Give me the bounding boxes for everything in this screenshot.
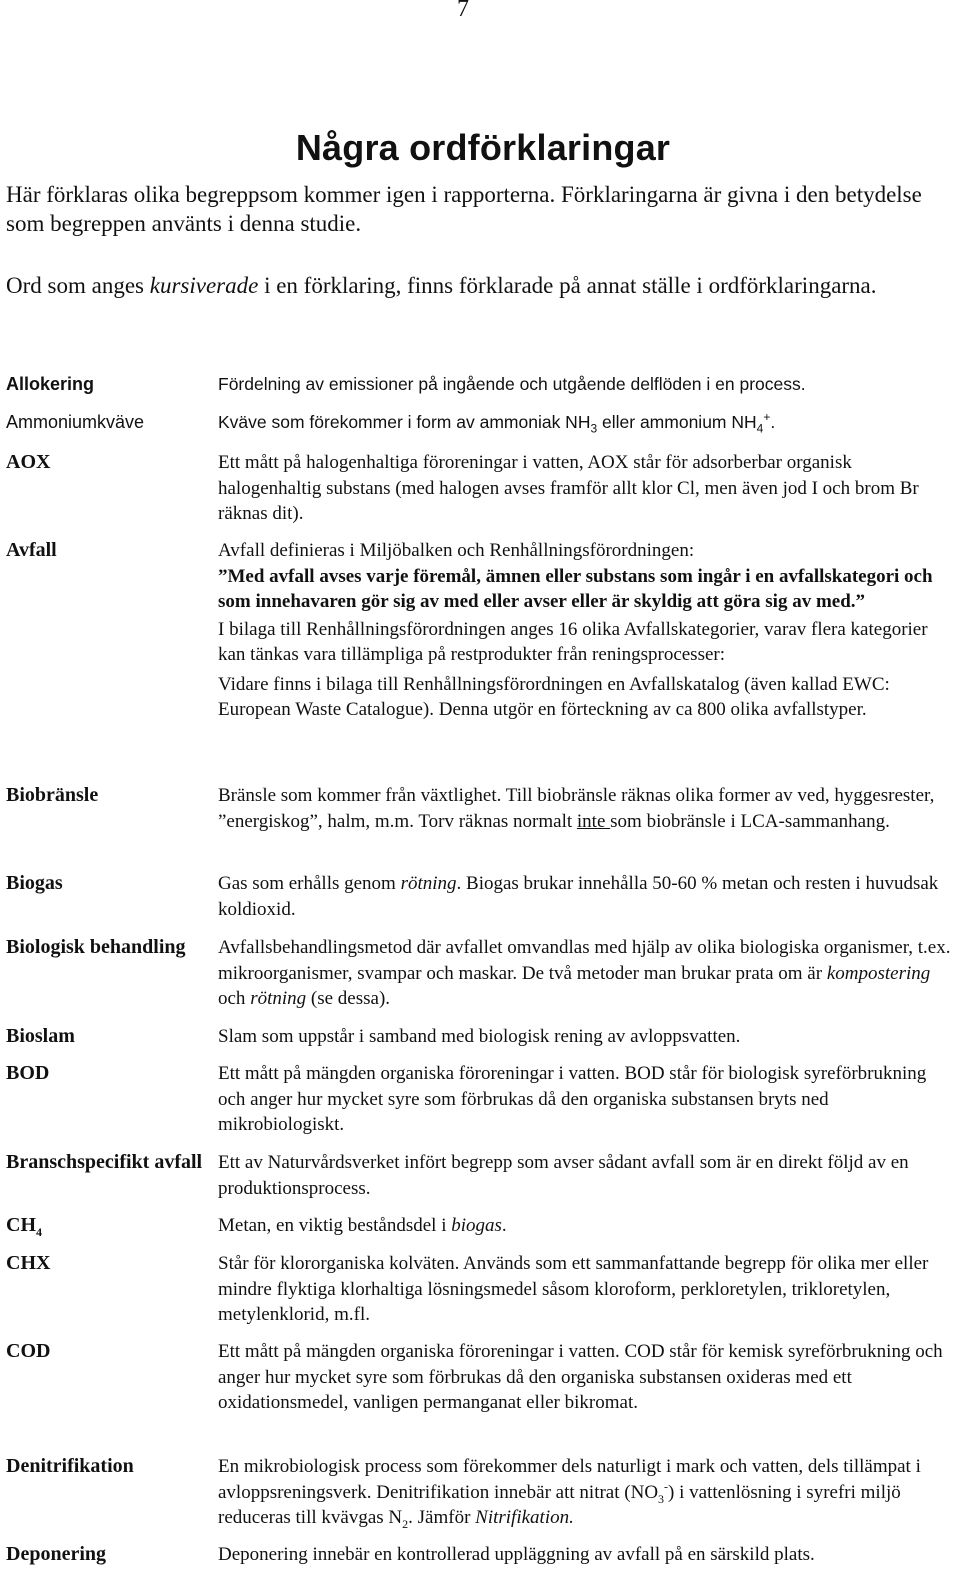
term-definition xyxy=(218,871,958,922)
term-label: Deponering xyxy=(6,1543,106,1565)
term-definition: Deponering innebär en kontrollerad uppläggning av avfall på en särskild plats. xyxy=(218,1544,815,1565)
term-label: Ammoniumkväve xyxy=(6,412,145,432)
definition-text: som biobränsle i LCA-sammanhang. xyxy=(610,810,890,832)
superscript: - xyxy=(664,1479,669,1494)
term-definition xyxy=(218,1213,958,1239)
term-label xyxy=(6,1213,206,1238)
definition-paragraph: Avfall definieras i Miljöbalken och Renhållningsförordningen: xyxy=(218,540,695,561)
page-number: 7 xyxy=(457,0,469,22)
term-text: CH xyxy=(6,1214,36,1236)
definition-text: Gas som erhålls genom xyxy=(218,873,401,894)
definition-text: . xyxy=(770,412,776,432)
term-label: BOD xyxy=(6,1062,50,1084)
term-label: Biogas xyxy=(6,872,63,894)
term-label: Branschspecifikt avfall xyxy=(6,1151,203,1173)
subscript: 3 xyxy=(658,1491,665,1506)
definition-paragraph: I bilaga till Renhållningsförordningen anges 16 olika Avfallskategorier, varav flera kategorier kan tänkas vara tillämpliga på restprodukter från reningsprocesser: xyxy=(218,618,928,665)
term-label: Denitrifikation xyxy=(6,1455,134,1477)
term-definition: Slam som uppstår i samband med biologisk rening av avloppsvatten. xyxy=(218,1026,741,1047)
term-definition xyxy=(218,410,958,436)
term-label: Avfall xyxy=(6,539,57,561)
definition-text: Kväve som förekommer i form av ammoniak NH xyxy=(218,412,591,432)
definition-text: Metan, en viktig beståndsdel i xyxy=(218,1215,452,1236)
intro-paragraph: Här förklaras olika begreppsom kommer igen i rapporterna. Förklaringarna är givna i den betydelse som begreppen använts i denna studie. xyxy=(6,182,922,236)
definition-paragraph: Vidare finns i bilaga till Renhållningsförordningen en Avfallskatalog (även kallad EWC: European Waste Catalogue). Denna utgör en förteckning av ca 800 olika avfallstyper. xyxy=(218,673,890,720)
definition-text: En mikrobiologisk process som förekommer dels naturligt i mark och vatten, dels tillämpat i avloppsreningsverk. Denitrifikation innebär att nitrat (NO xyxy=(218,1456,921,1503)
definition-text: . Jämför xyxy=(408,1507,476,1528)
definition-italic: rötning xyxy=(400,873,457,894)
term-label: Allokering xyxy=(6,374,95,394)
definition-underlined: inte xyxy=(576,810,611,832)
term-definition: Ett mått på mängden organiska föroreningar i vatten. COD står för kemisk syreförbrukning och anger hur mycket syre som förbrukas då den organiska substansen oxideras med ett oxidationsmedel, vanligen permanganat eller bikromat. xyxy=(218,1341,943,1413)
term-definition: Ett mått på mängden organiska föroreningar i vatten. BOD står för biologisk syreförbrukning och anger hur mycket syre som förbrukas då den organiska substansen bryts ned mikrobiologiskt. xyxy=(218,1063,927,1135)
term-label: Biologisk behandling xyxy=(6,936,186,958)
subscript: 4 xyxy=(756,421,764,436)
definition-text: ) i vattenlösning i syrefri miljö reduceras till kvävgas N xyxy=(218,1481,901,1528)
definition-text: Bränsle som kommer från växtlighet. Till biobränsle räknas olika former av ved, hyggesrester, ”energiskog”, halm, m.m. Torv räknas normalt xyxy=(218,785,935,832)
definition-text: . Biogas brukar innehålla 50-60 % metan och resten i huvudsak koldioxid. xyxy=(218,873,939,920)
subscript: 4 xyxy=(36,1225,42,1239)
term-definition: Ett av Naturvårdsverket infört begrepp som avser sådant avfall som är en direkt följd av en produktionsprocess. xyxy=(218,1152,909,1199)
definition-italic: Nitrifikation. xyxy=(475,1507,574,1528)
term-definition: Fördelning av emissioner på ingående och utgående delflöden i en process. xyxy=(218,374,806,394)
definition-text: . xyxy=(501,1215,507,1236)
intro-note xyxy=(6,271,946,300)
term-definition: Ett mått på halogenhaltiga föroreningar i vatten, AOX står för adsorberbar organisk halogenhaltig substans (med halogen avses framför allt klor Cl, men även jod I och brom Br räknas dit). xyxy=(218,452,919,524)
definition-italic: kompostering xyxy=(826,962,931,984)
superscript: + xyxy=(763,410,771,425)
term-definition: Står för klororganiska kolväten. Används som ett sammanfattande begrepp för olika mer eller mindre flyktiga klorhaltiga lösningsmedel såsom kloroform, perkloretylen, trikloretylen, metylenklorid, m.fl. xyxy=(218,1253,929,1325)
term-label: COD xyxy=(6,1340,51,1362)
term-definition xyxy=(218,1454,958,1531)
intro-note-italic: kursiverade xyxy=(149,273,259,298)
term-label: AOX xyxy=(6,451,51,473)
term-definition xyxy=(218,935,958,1012)
page-title: Några ordförklaringar xyxy=(295,127,671,168)
definition-text: (se dessa). xyxy=(306,988,391,1009)
subscript: 3 xyxy=(590,421,598,436)
definition-italic: rötning xyxy=(250,988,307,1009)
term-definition xyxy=(218,783,958,834)
definition-text: Avfallsbehandlingsmetod där avfallet omvandlas med hjälp av olika biologiska organismer, t.ex. mikroorganismer, svampar och maskar. De två metoder man brukar prata om är xyxy=(218,937,951,984)
term-label: Bioslam xyxy=(6,1025,75,1047)
definition-italic: biogas xyxy=(451,1215,502,1236)
term-label: Biobränsle xyxy=(6,784,99,806)
term-definition xyxy=(218,538,958,723)
definition-text: och xyxy=(218,988,251,1009)
intro-note-text-b: i en förklaring, finns förklarade på annat ställe i ordförklaringarna. xyxy=(258,273,877,298)
definition-text: eller ammonium NH xyxy=(597,412,757,432)
term-label: CHX xyxy=(6,1252,51,1274)
subscript: 2 xyxy=(402,1516,409,1531)
definition-quote: ”Med avfall avses varje föremål, ämnen eller substans som ingår i en avfallskategori och som innehavaren gör sig av med eller avser eller är skyldig att göra sig av med.” xyxy=(218,565,933,612)
intro-note-text-a: Ord som anges xyxy=(6,273,150,298)
